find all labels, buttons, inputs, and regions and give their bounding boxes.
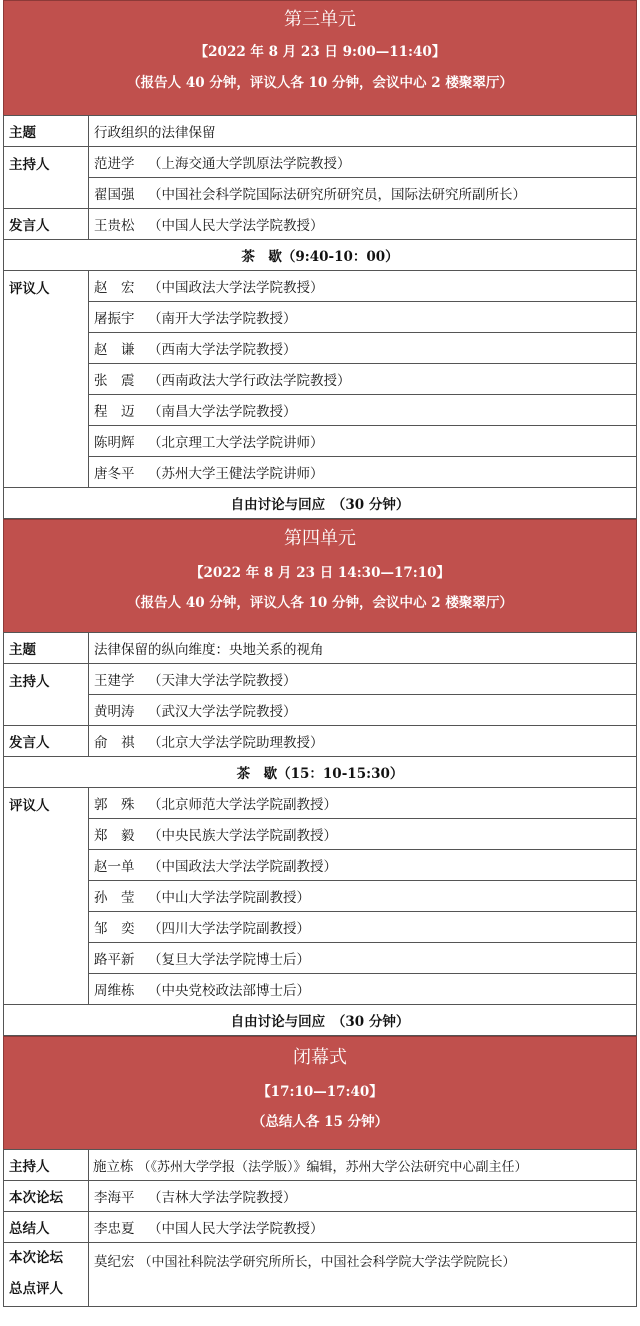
- unit3-reviewer-row-4: [4, 364, 637, 395]
- closing-header: [3, 1036, 637, 1149]
- closing-table: [3, 1149, 637, 1307]
- unit4-reviewer-1: 郭 殊 （北京师范大学法学院副教授）: [89, 788, 637, 819]
- unit3-discussion-row: [4, 488, 637, 519]
- unit3-header: [3, 0, 637, 115]
- unit4-table: [3, 632, 637, 1036]
- closing-host-row: [4, 1150, 637, 1181]
- unit4-discussion-row: [4, 1005, 637, 1036]
- unit4-reviewer-6: 路平新 （复旦大学法学院博士后）: [89, 943, 637, 974]
- closing-chief-label: 本次论坛 总点评人: [4, 1243, 89, 1307]
- closing-chief-row: [4, 1243, 637, 1307]
- unit4-speaker-row: [4, 726, 637, 757]
- unit3-discussion: 自由讨论与回应 （30 分钟）: [4, 488, 637, 519]
- unit3-host-2: 翟国强 （中国社会科学院国际法研究所研究员，国际法研究所副所长）: [89, 178, 637, 209]
- unit3-reviewer-4: 张 震 （西南政法大学行政法学院教授）: [89, 364, 637, 395]
- unit4-topic: 法律保留的纵向维度：央地关系的视角: [89, 633, 637, 664]
- unit3-reviewer-label: 评议人: [4, 271, 89, 488]
- unit4-reviewer-row-4: [4, 881, 637, 912]
- unit3-time: 【2022 年 8 月 23 日 9:00—11:40】: [194, 44, 446, 60]
- closing-chief: 莫纪宏 （中国社科院法学研究所所长，中国社会科学院大学法学院院长）: [89, 1243, 637, 1307]
- unit3-reviewer-6: 陈明辉 （北京理工大学法学院讲师）: [89, 426, 637, 457]
- unit4-time: 【2022 年 8 月 23 日 14:30—17:10】: [189, 565, 451, 581]
- unit3-reviewer-row-7: [4, 457, 637, 488]
- unit4-reviewer-row-1: [4, 788, 637, 819]
- unit4-host-row-1: [4, 664, 637, 695]
- unit4-reviewer-label: 评议人: [4, 788, 89, 1005]
- unit3-speaker-row: [4, 209, 637, 240]
- unit3-reviewer-1: 赵 宏 （中国政法大学法学院教授）: [89, 271, 637, 302]
- unit3-topic: 行政组织的法律保留: [89, 116, 637, 147]
- schedule-document: [3, 0, 637, 1307]
- unit4-reviewer-5: 邹 奕 （四川大学法学院副教授）: [89, 912, 637, 943]
- unit3-reviewer-5: 程 迈 （南昌大学法学院教授）: [89, 395, 637, 426]
- unit3-note: （报告人 40 分钟，评议人各 10 分钟，会议中心 2 楼聚翠厅）: [127, 75, 513, 91]
- unit4-reviewer-row-7: [4, 974, 637, 1005]
- unit4-reviewer-2: 郑 毅 （中央民族大学法学院副教授）: [89, 819, 637, 850]
- unit3-host-row-2: [4, 178, 637, 209]
- closing-host: 施立栋 （《苏州大学学报（法学版）》编辑，苏州大学公法研究中心副主任）: [89, 1150, 637, 1181]
- unit4-reviewer-row-2: [4, 819, 637, 850]
- unit4-reviewer-7: 周维栋 （中央党校政法部博士后）: [89, 974, 637, 1005]
- unit3-topic-label: 主题: [4, 116, 89, 147]
- unit4-reviewer-3: 赵一单 （中国政法大学法学院副教授）: [89, 850, 637, 881]
- unit3-host-1: 范进学 （上海交通大学凯原法学院教授）: [89, 147, 637, 178]
- unit4-discussion: 自由讨论与回应 （30 分钟）: [4, 1005, 637, 1036]
- unit3-break: 茶 歇（9:40-10：00）: [4, 240, 637, 271]
- unit4-reviewer-4: 孙 莹 （中山大学法学院副教授）: [89, 881, 637, 912]
- unit4-host-label: 主持人: [4, 664, 89, 726]
- closing-time: 【17:10—17:40】: [257, 1084, 383, 1100]
- closing-summary-label-1: 本次论坛: [4, 1181, 89, 1212]
- unit4-speaker-label: 发言人: [4, 726, 89, 757]
- closing-summary-label-2: 总结人: [4, 1212, 89, 1243]
- closing-title: 闭幕式: [293, 1047, 347, 1068]
- unit4-break: 茶 歇（15：10-15:30）: [4, 757, 637, 788]
- unit3-topic-row: [4, 116, 637, 147]
- closing-summarizer-1: 李海平 （吉林大学法学院教授）: [89, 1181, 637, 1212]
- unit3-reviewer-2: 屠振宇 （南开大学法学院教授）: [89, 302, 637, 333]
- unit4-title: 第四单元: [284, 528, 356, 549]
- unit4-reviewer-row-6: [4, 943, 637, 974]
- unit4-host-2: 黄明涛 （武汉大学法学院教授）: [89, 695, 637, 726]
- closing-note: （总结人各 15 分钟）: [251, 1114, 389, 1130]
- unit3-reviewer-row-6: [4, 426, 637, 457]
- closing-host-label: 主持人: [4, 1150, 89, 1181]
- unit3-reviewer-row-5: [4, 395, 637, 426]
- unit3-reviewer-3: 赵 谦 （西南大学法学院教授）: [89, 333, 637, 364]
- unit3-host-label: 主持人: [4, 147, 89, 209]
- unit4-break-row: [4, 757, 637, 788]
- unit4-host-row-2: [4, 695, 637, 726]
- unit3-title: 第三单元: [284, 9, 356, 30]
- unit3-table: [3, 115, 637, 519]
- unit3-speaker-label: 发言人: [4, 209, 89, 240]
- closing-summary-row-2: [4, 1212, 637, 1243]
- unit4-speaker: 俞 祺 （北京大学法学院助理教授）: [89, 726, 637, 757]
- unit3-break-row: [4, 240, 637, 271]
- unit4-topic-row: [4, 633, 637, 664]
- unit3-host-row-1: [4, 147, 637, 178]
- unit3-speaker: 王贵松 （中国人民大学法学院教授）: [89, 209, 637, 240]
- closing-summary-row-1: [4, 1181, 637, 1212]
- unit4-header: [3, 519, 637, 632]
- unit4-topic-label: 主题: [4, 633, 89, 664]
- unit4-host-1: 王建学 （天津大学法学院教授）: [89, 664, 637, 695]
- unit3-reviewer-row-2: [4, 302, 637, 333]
- unit4-reviewer-row-5: [4, 912, 637, 943]
- unit4-reviewer-row-3: [4, 850, 637, 881]
- unit3-reviewer-7: 唐冬平 （苏州大学王健法学院讲师）: [89, 457, 637, 488]
- unit3-reviewer-row-3: [4, 333, 637, 364]
- closing-summarizer-2: 李忠夏 （中国人民大学法学院教授）: [89, 1212, 637, 1243]
- unit4-note: （报告人 40 分钟，评议人各 10 分钟，会议中心 2 楼聚翠厅）: [127, 595, 513, 611]
- unit3-reviewer-row-1: [4, 271, 637, 302]
